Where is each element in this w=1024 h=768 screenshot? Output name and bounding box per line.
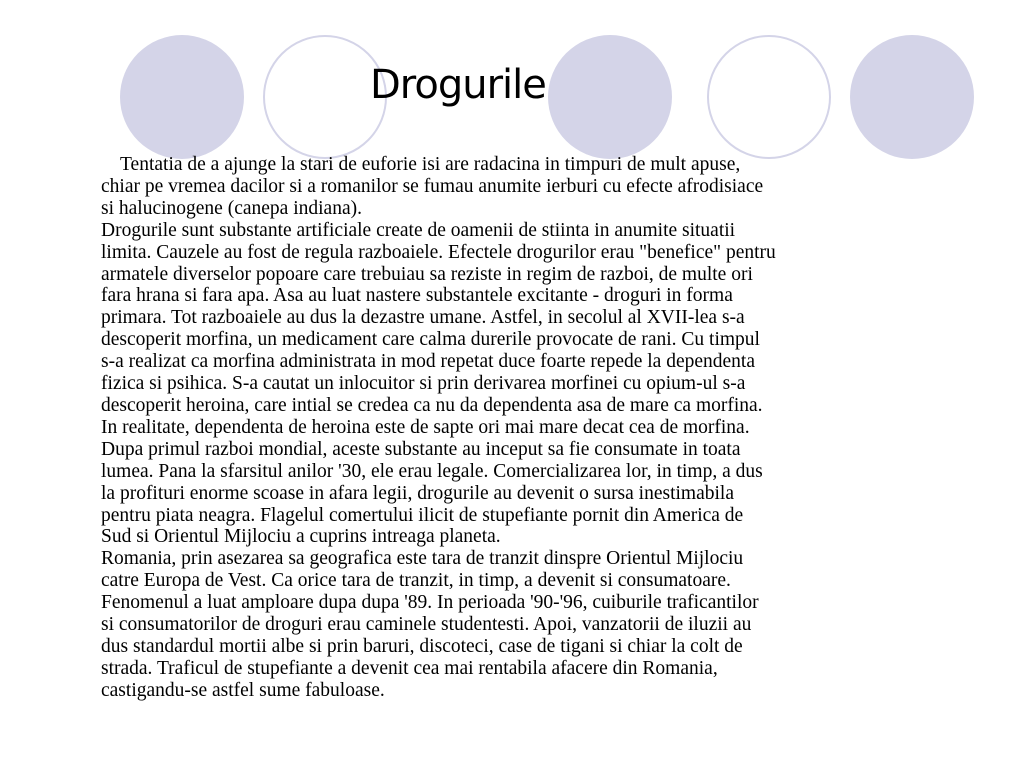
body-line: fizica si psihica. S-a cautat un inlocuitor si prin derivarea morfinei cu opium-ul s-a <box>101 373 746 395</box>
body-line: pentru piata neagra. Flagelul comertului ilicit de stupefiante pornit din America de <box>101 504 744 526</box>
body-line: Drogurile sunt substante artificiale create de oamenii de stiinta in anumite situatii <box>101 219 736 241</box>
body-line: si consumatorilor de droguri erau caminele studentesti. Apoi, vanzatorii de iluzii au <box>101 614 752 636</box>
body-line: descoperit morfina, un medicament care calma durerile provocate de rani. Cu timpul <box>101 329 760 351</box>
body-line: Fenomenul a luat amploare dupa dupa '89. In perioada '90-'96, cuiburile traficantilor <box>101 592 759 614</box>
body-line: Romania, prin asezarea sa geografica este tara de tranzit dinspre Orientul Mijlociu <box>101 548 744 570</box>
decorative-circle-filled <box>850 35 974 159</box>
slide-body <box>101 154 981 702</box>
body-line: fara hrana si fara apa. Asa au luat nastere substantele excitante - droguri in forma <box>101 285 733 307</box>
decorative-circle-outline <box>707 35 831 159</box>
decorative-circle-outline <box>263 35 387 159</box>
body-line: castigandu-se astfel sume fabuloase. <box>101 679 385 701</box>
body-line: In realitate, dependenta de heroina este de sapte ori mai mare decat cea de morfina. <box>101 416 750 438</box>
decorative-circle-filled <box>120 35 244 159</box>
decorative-circle-filled <box>548 35 672 159</box>
slide-title: Drogurile <box>370 62 546 108</box>
body-line: s-a realizat ca morfina administrata in mod repetat duce foarte repede la dependenta <box>101 351 756 373</box>
body-line: Tentatia de a ajunge la stari de euforie isi are radacina in timpuri de mult apuse, <box>120 154 741 175</box>
body-line: la profituri enorme scoase in afara legii, drogurile au devenit o sursa inestimabila <box>101 482 734 504</box>
body-line: lumea. Pana la sfarsitul anilor '30, ele erau legale. Comercializarea lor, in timp, a dus <box>101 460 763 482</box>
body-line: descoperit heroina, care intial se credea ca nu da dependenta asa de mare ca morfina. <box>101 394 763 416</box>
body-line: armatele diverselor popoare care trebuiau sa reziste in regim de razboi, de multe ori <box>101 263 753 285</box>
body-line: Sud si Orientul Mijlociu a cuprins intreaga planeta. <box>101 526 501 548</box>
body-line: catre Europa de Vest. Ca orice tara de tranzit, in timp, a devenit si consumatoare. <box>101 570 731 592</box>
body-line: chiar pe vremea dacilor si a romanilor se fumau anumite ierburi cu efecte afrodisiace <box>101 175 764 197</box>
body-line: strada. Traficul de stupefiante a devenit cea mai rentabila afacere din Romania, <box>101 657 718 679</box>
body-line: Dupa primul razboi mondial, aceste substante au inceput sa fie consumate in toata <box>101 438 741 460</box>
body-line: si halucinogene (canepa indiana). <box>101 197 362 219</box>
body-line: limita. Cauzele au fost de regula razboaiele. Efectele drogurilor erau "benefice" pentru <box>101 241 776 263</box>
body-line: dus standardul mortii albe si prin baruri, discoteci, case de tigani si chiar la colt de <box>101 635 743 657</box>
body-line: primara. Tot razboaiele au dus la dezastre umane. Astfel, in secolul al XVII-lea s-a <box>101 307 745 329</box>
